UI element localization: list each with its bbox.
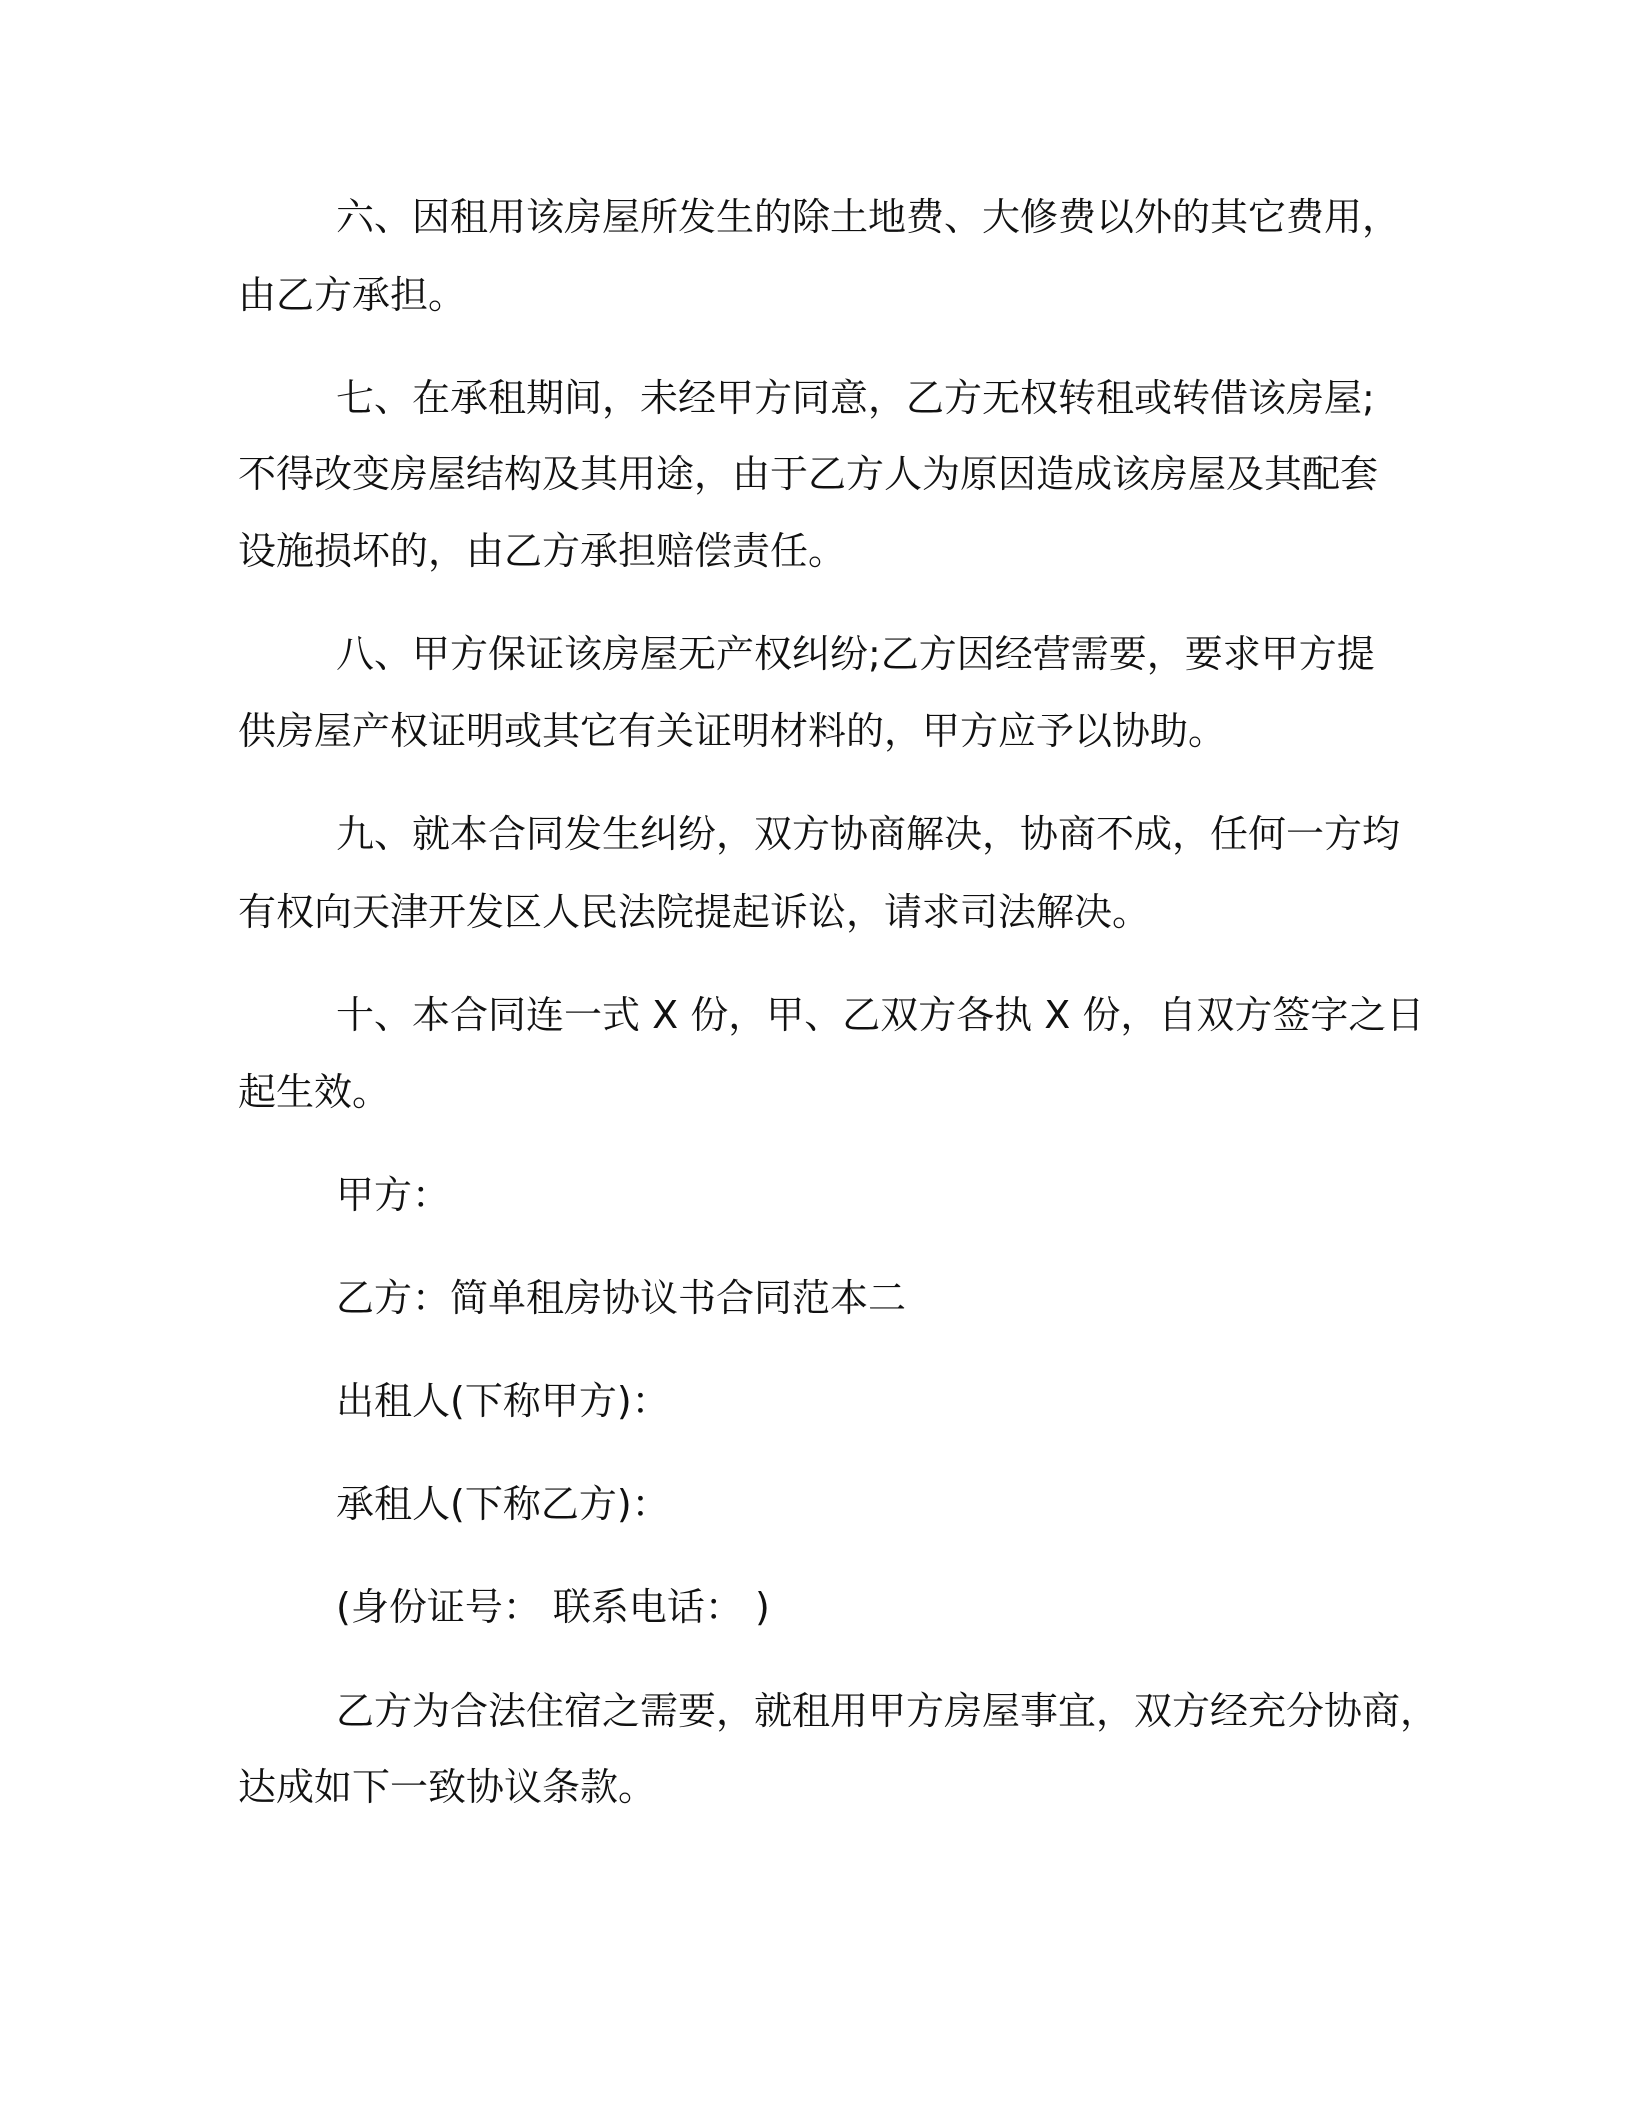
clause-10-line-2: 起生效。	[238, 1070, 391, 1114]
lessor-line: 出租人(下称甲方)：	[336, 1379, 670, 1423]
party-a-line: 甲方：	[336, 1173, 451, 1217]
clause-6-line-2: 由乙方承担。	[238, 273, 467, 317]
clause-7-line-1: 七、在承租期间，未经甲方同意，乙方无权转租或转借该房屋;	[336, 376, 1375, 420]
clause-6-line-1: 六、因租用该房屋所发生的除土地费、大修费以外的其它费用，	[336, 195, 1401, 239]
clause-10-line-1: 十、本合同连一式 X 份，甲、乙双方各执 X 份，自双方签字之日	[336, 993, 1425, 1037]
preamble-line-2: 达成如下一致协议条款。	[238, 1765, 657, 1809]
preamble-line-1: 乙方为合法住宿之需要，就租用甲方房屋事宜，双方经充分协商，	[336, 1689, 1439, 1733]
clause-9-line-1: 九、就本合同发生纠纷，双方协商解决，协商不成，任何一方均	[336, 812, 1401, 856]
party-b-line: 乙方：简单租房协议书合同范本二	[336, 1276, 907, 1320]
clause-7-line-2: 不得改变房屋结构及其用途，由于乙方人为原因造成该房屋及其配套	[238, 452, 1379, 496]
clause-8-line-1: 八、甲方保证该房屋无产权纠纷;乙方因经营需要，要求甲方提	[336, 632, 1375, 676]
clause-9-line-2: 有权向天津开发区人民法院提起诉讼，请求司法解决。	[238, 890, 1151, 934]
lessee-line: 承租人(下称乙方)：	[336, 1482, 670, 1526]
clause-7-line-3: 设施损坏的，由乙方承担赔偿责任。	[238, 529, 847, 573]
id-contact-line: (身份证号： 联系电话： )	[336, 1585, 770, 1629]
clause-8-line-2: 供房屋产权证明或其它有关证明材料的，甲方应予以协助。	[238, 709, 1227, 753]
